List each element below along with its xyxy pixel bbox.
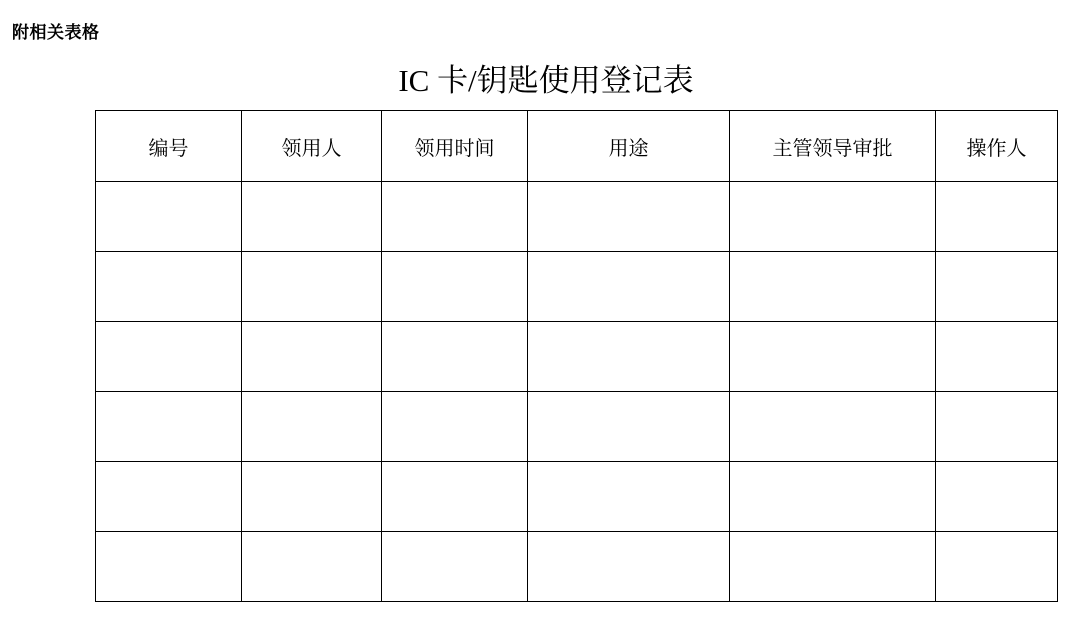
table-body bbox=[96, 182, 1058, 602]
column-header-approval: 主管领导审批 bbox=[730, 111, 936, 182]
table-cell-borrow-time[interactable] bbox=[382, 462, 528, 532]
table-cell-approval[interactable] bbox=[730, 392, 936, 462]
table-cell-borrower[interactable] bbox=[242, 462, 382, 532]
table-cell-borrow-time[interactable] bbox=[382, 182, 528, 252]
registration-table bbox=[95, 110, 1058, 602]
table-cell-borrower[interactable] bbox=[242, 322, 382, 392]
page-title: IC 卡/钥匙使用登记表 bbox=[398, 63, 694, 98]
column-header-borrower: 领用人 bbox=[242, 111, 382, 182]
table-cell-approval[interactable] bbox=[730, 462, 936, 532]
table-cell-purpose[interactable] bbox=[528, 462, 730, 532]
table-cell-purpose[interactable] bbox=[528, 532, 730, 602]
table-cell-approval[interactable] bbox=[730, 322, 936, 392]
table-cell-id[interactable] bbox=[96, 462, 242, 532]
table-cell-borrow-time[interactable] bbox=[382, 322, 528, 392]
registration-table-container bbox=[95, 110, 1057, 602]
table-row bbox=[96, 392, 1058, 462]
table-cell-borrow-time[interactable] bbox=[382, 532, 528, 602]
section-heading: 附相关表格 bbox=[12, 23, 100, 42]
table-cell-operator[interactable] bbox=[936, 252, 1058, 322]
column-header-id: 编号 bbox=[96, 111, 242, 182]
table-cell-approval[interactable] bbox=[730, 532, 936, 602]
table-cell-borrow-time[interactable] bbox=[382, 252, 528, 322]
table-cell-purpose[interactable] bbox=[528, 392, 730, 462]
table-cell-borrower[interactable] bbox=[242, 252, 382, 322]
table-cell-approval[interactable] bbox=[730, 252, 936, 322]
table-row bbox=[96, 532, 1058, 602]
table-cell-purpose[interactable] bbox=[528, 322, 730, 392]
column-header-purpose: 用途 bbox=[528, 111, 730, 182]
table-cell-id[interactable] bbox=[96, 532, 242, 602]
table-cell-operator[interactable] bbox=[936, 182, 1058, 252]
table-cell-operator[interactable] bbox=[936, 392, 1058, 462]
table-header-row bbox=[96, 111, 1058, 182]
table-row bbox=[96, 182, 1058, 252]
table-cell-approval[interactable] bbox=[730, 182, 936, 252]
table-cell-borrow-time[interactable] bbox=[382, 392, 528, 462]
table-cell-operator[interactable] bbox=[936, 462, 1058, 532]
table-cell-borrower[interactable] bbox=[242, 182, 382, 252]
table-cell-purpose[interactable] bbox=[528, 252, 730, 322]
table-cell-operator[interactable] bbox=[936, 322, 1058, 392]
table-header bbox=[96, 111, 1058, 182]
table-cell-operator[interactable] bbox=[936, 532, 1058, 602]
table-row bbox=[96, 462, 1058, 532]
table-cell-id[interactable] bbox=[96, 322, 242, 392]
table-cell-borrower[interactable] bbox=[242, 392, 382, 462]
column-header-borrow-time: 领用时间 bbox=[382, 111, 528, 182]
table-cell-purpose[interactable] bbox=[528, 182, 730, 252]
table-row bbox=[96, 252, 1058, 322]
table-cell-id[interactable] bbox=[96, 182, 242, 252]
table-cell-borrower[interactable] bbox=[242, 532, 382, 602]
column-header-operator: 操作人 bbox=[936, 111, 1058, 182]
table-row bbox=[96, 322, 1058, 392]
table-cell-id[interactable] bbox=[96, 392, 242, 462]
table-cell-id[interactable] bbox=[96, 252, 242, 322]
